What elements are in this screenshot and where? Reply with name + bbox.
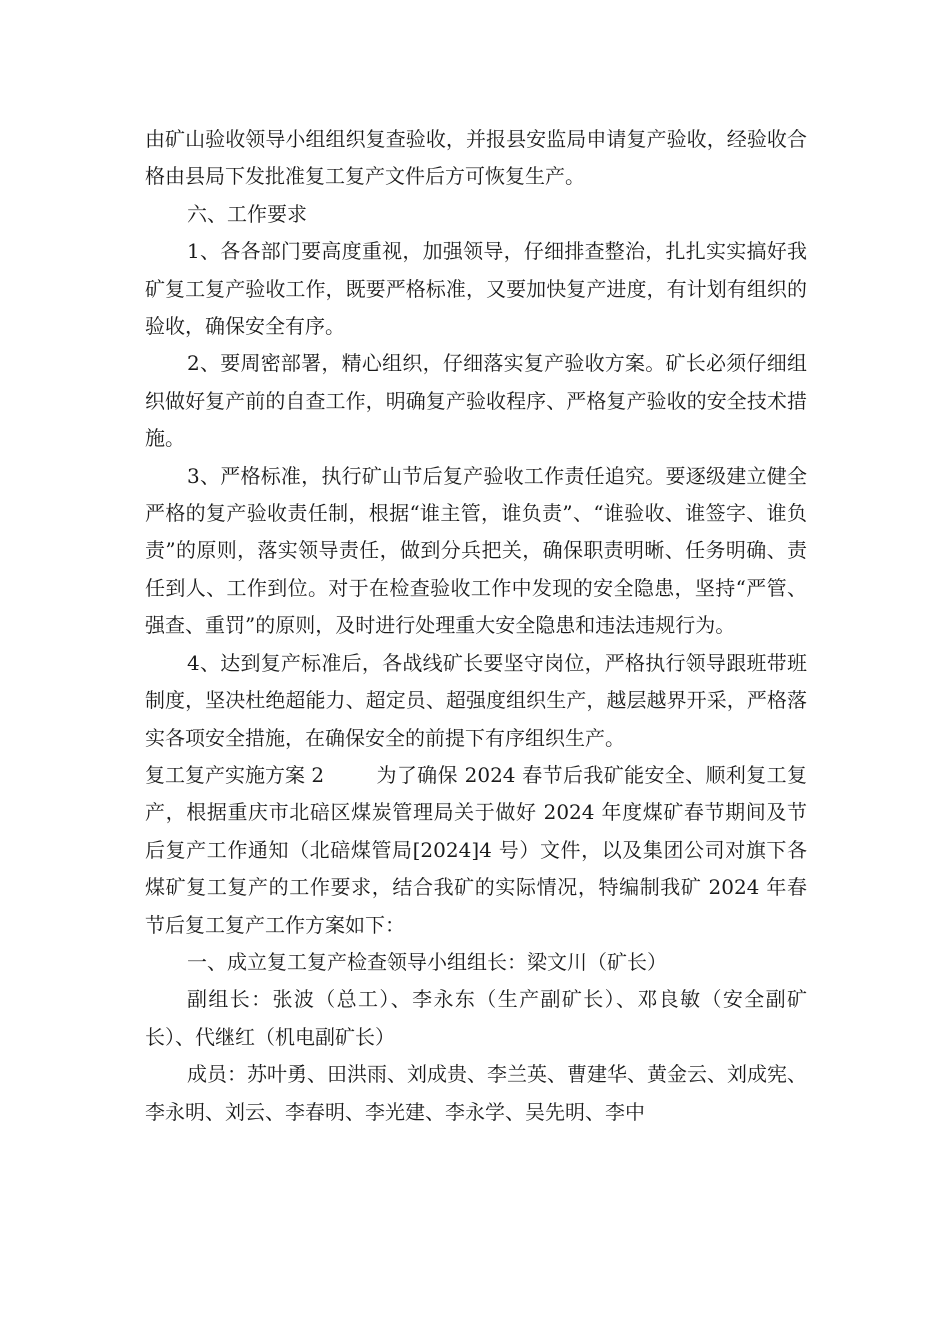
paragraph-requirement-1: 1、各各部门要高度重视，加强领导，仔细排查整治，扎扎实实搞好我矿复工复产验收工作，既要严格标准，又要加快复产进度，有计划有组织的验收，确保安全有序。 [145, 239, 807, 339]
section-title-plan-2: 复工复产实施方案 2 [145, 762, 325, 787]
paragraph-leadership-group: 一、成立复工复产检查领导小组组长：梁文川（矿长） [187, 949, 667, 974]
paragraph-requirement-4: 4、达到复产标准后，各战线矿长要坚守岗位，严格执行领导跟班带班制度，坚决杜绝超能力、超定员、超强度组织生产，越层越界开采，严格落实各项安全措施，在确保安全的前提下有序组织生产。 [145, 650, 807, 750]
paragraph-members: 成员：苏叶勇、田洪雨、刘成贵、李兰英、曹建华、黄金云、刘成宪、李永明、刘云、李春明、李光建、李永学、吴先明、李中 [145, 1062, 807, 1124]
paragraph-requirement-3: 3、严格标准，执行矿山节后复产验收工作责任追究。要逐级建立健全严格的复产验收责任制，根据“谁主管，谁负责”、“谁验收、谁签字、谁负责”的原则，落实领导责任，做到分兵把关，确保职责明晰、任务明确、责任到人、工作到位。对于在检查验收工作中发现的安全隐患，坚持“严管、强查、重罚”的原则，及时进行处理重大安全隐患和违法违规行为。 [145, 463, 807, 638]
paragraph-deputy-leaders: 副组长：张波（总工）、李永东（生产副矿长）、邓良敏（安全副矿长）、代继红（机电副矿长） [145, 987, 807, 1049]
heading-work-requirements: 六、工作要求 [187, 201, 307, 226]
paragraph-review-acceptance: 由矿山验收领导小组组织复查验收，并报县安监局申请复产验收，经验收合格由县局下发批准复工复产文件后方可恢复生产。 [145, 127, 807, 189]
document-body [145, 121, 807, 1131]
paragraph-requirement-2: 2、要周密部署，精心组织，仔细落实复产验收方案。矿长必须仔细组织做好复产前的自查工作，明确复产验收程序、严格复产验收的安全技术措施。 [145, 351, 807, 451]
section-body-plan-2: 为了确保 2024 春节后我矿能安全、顺利复工复产，根据重庆市北碚区煤炭管理局关于做好 2024 年度煤矿春节期间及节后复产工作通知（北碚煤管局[2024]4 号）文件，以及集团公司对旗下各煤矿复工复产的工作要求，结合我矿的实际情况，特编制我矿 2024 年春节后复工复产工作方案如下： [145, 762, 807, 937]
paragraph-plan-2-intro [145, 757, 807, 944]
